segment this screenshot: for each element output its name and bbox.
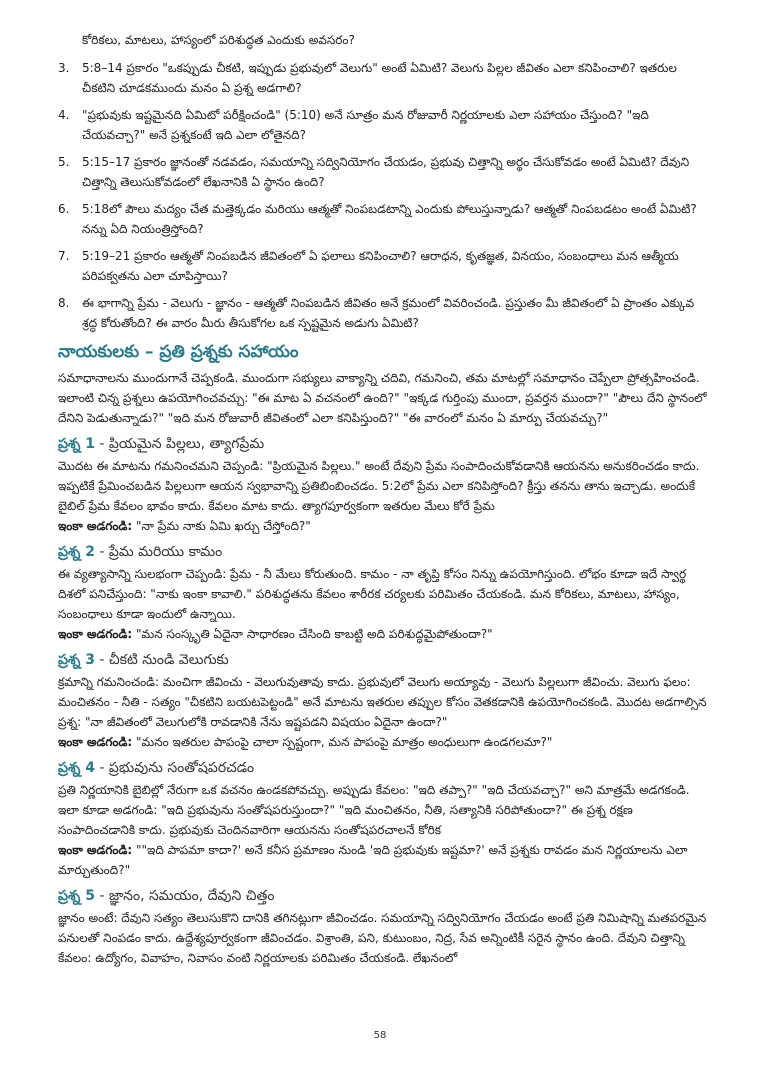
- question-title: - ప్రియమైన పిల్లలు, త్యాగప్రేమ: [94, 436, 265, 452]
- question-title: - ప్రేమ మరియు కామం: [94, 544, 223, 560]
- question-heading: [58, 756, 712, 780]
- question-text: 5:15–17 ప్రకారం జ్ఞానంతో నడవడం, సమయాన్ని సద్వినియోగం చేయడం, ప్రభువు చిత్తాన్ని అర్థం చేసుకోవడం అంటే ఏమిటి? దేవుని చిత్తాన్ని తెలుసుకోవడంలో లేఖనానికి ఏ స్థానం ఉంది?: [82, 155, 690, 189]
- question-guidance: ప్రతి నిర్ణయానికి బైబిల్లో నేరుగా ఒక వచనం ఉండకపోవచ్చు. అప్పుడు కేవలం: "ఇది తప్పా?" "ఇది చేయవచ్చా?" అని మాత్రమే అడగకండి. ఇలా కూడా అడగండి: "ఇది ప్రభువును సంతోషపరుస్తుందా?" "ఇది మంచితనం, నీతి, సత్యానికి సరిపోతుందా?" ఈ ప్రశ్న రక్షణ సంపాదించడానికి కాదు. ప్రభువుకు చెందినవారిగా ఆయనను సంతోషపరచాలనే కోరిక: [58, 783, 690, 837]
- question-heading: [58, 648, 712, 672]
- ask-more-line: [58, 732, 712, 752]
- question-guidance: మొదట ఈ మాటను గమనించమని చెప్పండి: "ప్రియమైన పిల్లలు." అంటే దేవుని ప్రేమ సంపాదించుకోవడానికి ఆయనను అనుకరించడం కాదు. ఇప్పటికే ప్రేమించబడిన పిల్లలుగా ఆయన స్వభావాన్ని ప్రతిబింబించడం. 5:2లో ప్రేమ ఎలా కనిపిస్తోంది? క్రీస్తు తనను తాను ఇచ్చాడు. అందుకే బైబిల్ ప్రేమ కేవలం భావం కాదు. కేవలం మాట కాదు. త్యాగపూర్వకంగా ఇతరుల మేలు కోరే ప్రేమ: [58, 459, 700, 513]
- leaders-section-title: నాయకులకు – ప్రతి ప్రశ్నకు సహాయం: [58, 342, 299, 362]
- leader-help-block-3: [58, 648, 712, 752]
- question-number: 7.: [58, 249, 70, 263]
- question-title: - జ్ఞానం, సమయం, దేవుని చిత్తం: [94, 888, 275, 904]
- question-label: ప్రశ్న 3: [58, 652, 95, 668]
- question-text: 5:8–14 ప్రకారం "ఒకప్పుడు చీకటి, ఇప్పుడు ప్రభువులో వెలుగు" అంటే ఏమిటి? వెలుగు పిల్లల జీవితం ఎలా కనిపించాలి? ఇతరుల చీకటిని చూడకముందు మనం ఏ ప్రశ్న అడగాలి?: [82, 61, 677, 95]
- question-label: ప్రశ్న 4: [58, 760, 95, 776]
- ask-more-line: [58, 516, 712, 536]
- ask-more-label: ఇంకా అడగండి:: [58, 627, 133, 641]
- question-heading: [58, 540, 712, 564]
- ask-more-label: ఇంకా అడగండి:: [58, 735, 133, 749]
- list-item: [58, 152, 712, 192]
- question-guidance: జ్ఞానం అంటే: దేవుని సత్యం తెలుసుకొని దానికి తగినట్లుగా జీవించడం. సమయాన్ని సద్వినియోగం చేయడం అంటే ప్రతి నిమిషాన్ని మతపరమైన పనులతో నింపడం కాదు. ఉద్దేశ్యపూర్వకంగా జీవించడం. విశ్రాంతి, పని, కుటుంబం, నిద్ర, సేవ అన్నింటికీ సరైన స్థానం ఉంది. దేవుని చిత్తాన్ని కేవలం: ఉద్యోగం, వివాహం, నివాసం వంటి నిర్ణయాలకు పరిమితం చేయకండి. లేఖనంలో: [58, 911, 707, 965]
- ask-more-label: ఇంకా అడగండి:: [58, 519, 133, 533]
- ask-more-line: [58, 624, 712, 644]
- ask-more-text: "మన సంస్కృతి ఏదైనా సాధారణం చేసింది కాబట్టి అది పరిశుద్ధమైపోతుందా?": [136, 627, 493, 641]
- question-number: 8.: [58, 296, 70, 310]
- ask-more-text: "మనం ఇతరుల పాపంపై చాలా స్పష్టంగా, మన పాపంపై మాత్రం అంధులుగా ఉండగలమా?": [136, 735, 553, 749]
- question-guidance: ఈ వ్యత్యాసాన్ని సులభంగా చెప్పండి: ప్రేమ - నీ మేలు కోరుతుంది. కామం - నా తృప్తి కోసం నిన్ను ఉపయోగిస్తుంది. లోభం కూడా ఇదే స్వార్థ దిశలో పనిచేస్తుంది: "నాకు ఇంకా కావాలి." పరిశుద్ధతను కేవలం శారీరక చర్యలకు పరిమితం చేయకండి. మన కోరికలు, మాటలు, హాస్యం, సంబంధాలు కూడా ఇందులో ఉన్నాయి.: [58, 567, 687, 621]
- question-number: 6.: [58, 202, 70, 216]
- continued-question-text: కోరికలు, మాటలు, హాస్యంలో పరిశుద్ధత ఎందుకు అవసరం?: [82, 33, 355, 47]
- list-item: [58, 199, 712, 239]
- question-heading: [58, 884, 712, 908]
- leader-help-block-1: [58, 432, 712, 536]
- list-item: [58, 105, 712, 145]
- discussion-question-list: [58, 58, 712, 333]
- question-text: "ప్రభువుకు ఇష్టమైనది ఏమిటో పరీక్షించండి" (5:10) అనే సూత్రం మన రోజువారీ నిర్ణయాలకు ఎలా సహాయం చేస్తుంది? "ఇది చేయవచ్చా?" అనే ప్రశ్నకంటే ఇది ఎలా లోతైనది?: [82, 108, 649, 142]
- leader-help-block-5: [58, 884, 712, 968]
- list-item: [58, 293, 712, 333]
- question-number: 5.: [58, 155, 70, 169]
- question-guidance: క్రమాన్ని గమనించండి: మంచిగా జీవించు - వెలుగువుతావు కాదు. ప్రభువులో వెలుగు అయ్యావు - వెలుగు పిల్లలుగా జీవించు. వెలుగు ఫలం: మంచితనం - నీతి - సత్యం "చీకటిని బయటపెట్టండి" అనే మాటను ఇతరుల తప్పుల కోసం వెతకడానికి ఉపయోగించకండి. మొదట అడగాల్సిన ప్రశ్న: "నా జీవితంలో వెలుగులోకి రావడానికి నేను ఇష్టపడని విషయం ఏదైనా ఉందా?": [58, 675, 707, 729]
- leader-help-block-4: [58, 756, 712, 880]
- question-title: - ప్రభువును సంతోషపరచడం: [94, 760, 255, 776]
- question-label: ప్రశ్న 5: [58, 888, 95, 904]
- question-number: 4.: [58, 108, 70, 122]
- ask-more-label: ఇంకా అడగండి:: [58, 843, 133, 857]
- question-number: 3.: [58, 61, 70, 75]
- question-text: ఈ భాగాన్ని ప్రేమ - వెలుగు - జ్ఞానం - ఆత్మతో నింపబడిన జీవితం అనే క్రమంలో వివరించండి. ప్రస్తుతం మీ జీవితంలో ఏ ప్రాంతం ఎక్కువ శ్రద్ధ కోరుతోంది? ఈ వారం మీరు తీసుకోగల ఒక స్పష్టమైన అడుగు ఏమిటి?: [82, 296, 695, 330]
- ask-more-line: [58, 840, 712, 880]
- leader-help-block-2: [58, 540, 712, 644]
- ask-more-text: "నా ప్రేమ నాకు ఏమి ఖర్చు చేస్తోంది?": [136, 519, 311, 533]
- question-title: - చీకటి నుండి వెలుగుకు: [94, 652, 229, 668]
- question-label: ప్రశ్న 2: [58, 544, 95, 560]
- list-item: [58, 246, 712, 286]
- page-number: 58: [373, 1030, 387, 1041]
- ask-more-text: ""ఇది పాపమా కాదా?' అనే కనీస ప్రమాణం నుండి 'ఇది ప్రభువుకు ఇష్టమా?' అనే ప్రశ్నకు రావడం మన నిర్ణయాలను ఎలా మార్చుతుంది?": [58, 843, 688, 877]
- question-heading: [58, 432, 712, 456]
- question-label: ప్రశ్న 1: [58, 436, 95, 452]
- question-text: 5:19–21 ప్రకారం ఆత్మతో నింపబడిన జీవితంలో ఏ ఫలాలు కనిపించాలి? ఆరాధన, కృతజ్ఞత, వినయం, సంబంధాలు మన ఆత్మీయ పరిపక్వతను ఎలా చూపిస్తాయి?: [82, 249, 679, 283]
- question-text: 5:18లో పౌలు మద్యం చేత మత్తెక్కడం మరియు ఆత్మతో నింపబడటాన్ని ఎందుకు పోలుస్తున్నాడు? ఆత్మతో నింపబడటం అంటే ఏమిటి? నన్ను ఏది నియంత్రిస్తోంది?: [82, 202, 697, 236]
- list-item: [58, 58, 712, 98]
- leaders-intro: సమాధానాలను ముందుగానే చెప్పకండి. ముందుగా సభ్యులు వాక్యాన్ని చదివి, గమనించి, తమ మాటల్లో సమాధానం చెప్పేలా ప్రోత్సహించండి. ఇలాంటి చిన్న ప్రశ్నలు ఉపయోగించవచ్చు: "ఈ మాట ఏ వచనంలో ఉంది?" "ఇక్కడ గుర్తింపు ముందా, ప్రవర్తన ముందా?" "పౌలు దేని స్థానంలో దేనిని పెడుతున్నాడు?" "ఇది మన రోజువారీ జీవితంలో ఎలా కనిపిస్తుంది?" "ఈ వారంలో మనం ఏ మార్పు చేయవచ్చు?": [58, 371, 707, 425]
